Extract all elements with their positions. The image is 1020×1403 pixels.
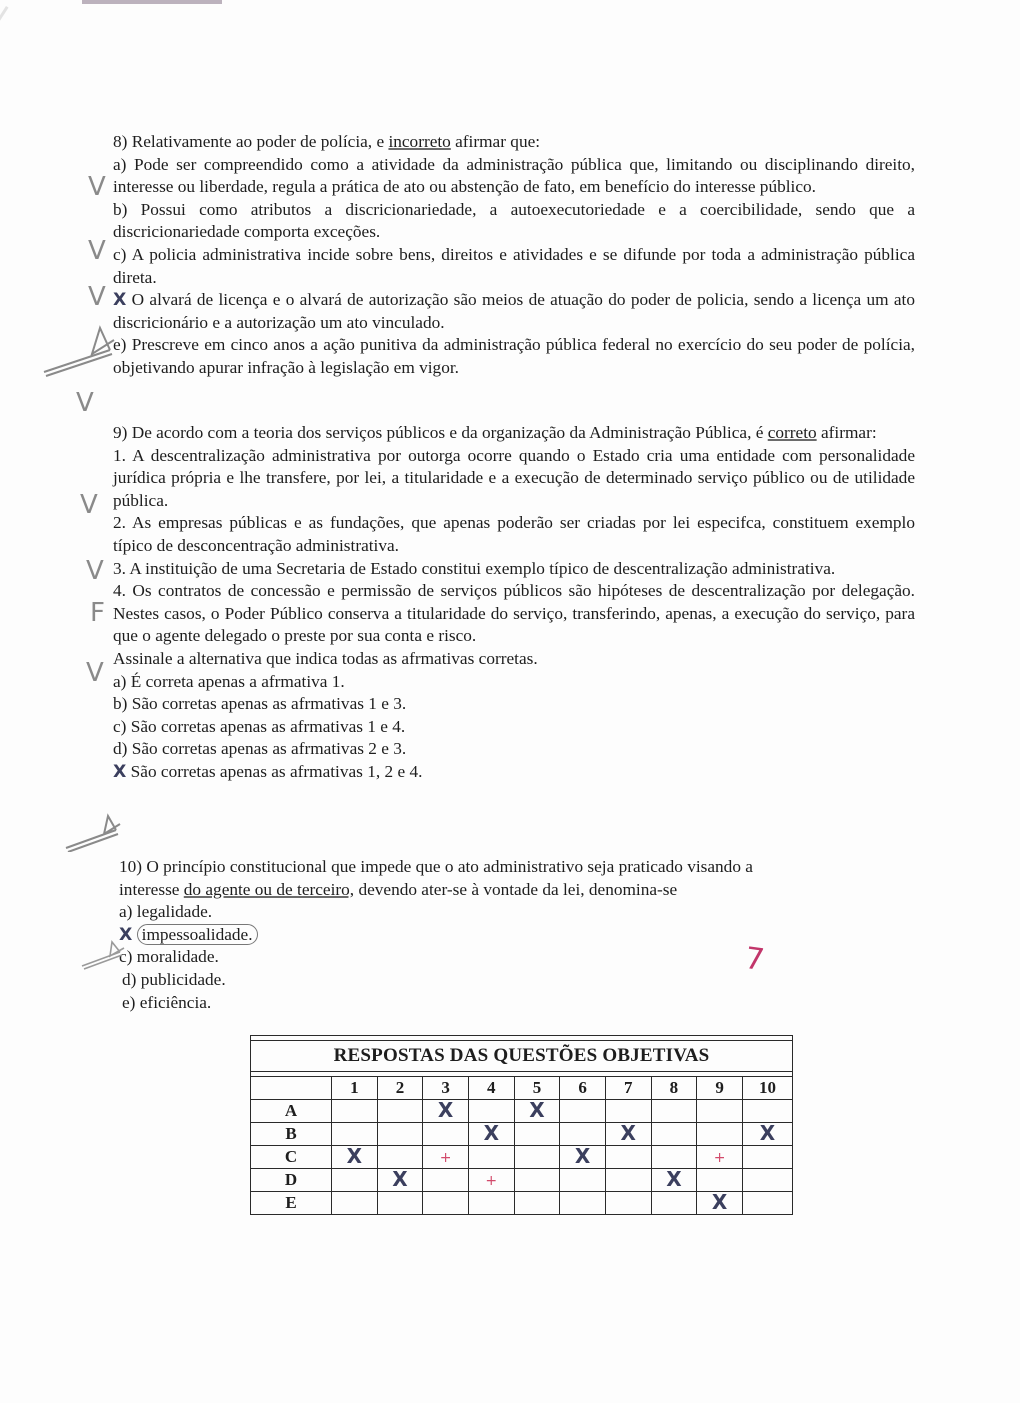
question-9-stem: 9) De acordo com a teoria dos serviços públicos e da organização da Administração Pública, é correto afirmar: bbox=[113, 423, 877, 442]
answer-cell-5-D[interactable] bbox=[514, 1169, 560, 1192]
option-9e-selected[interactable]: X São corretas apenas as afrmativas 1, 2 e 4. bbox=[113, 761, 423, 782]
grid-row-label: A bbox=[251, 1100, 332, 1123]
option-8c[interactable]: c) A policia administrativa incide sobre bens, direitos e atividades e se difunde por toda a administração pública direta. bbox=[113, 244, 915, 287]
grid-row bbox=[251, 1100, 793, 1123]
answer-cell-5-E[interactable] bbox=[514, 1192, 560, 1215]
answer-cell-7-C[interactable] bbox=[605, 1146, 651, 1169]
answer-cell-2-D[interactable] bbox=[377, 1166, 423, 1192]
true-mark: V bbox=[80, 490, 98, 520]
answer-cell-8-A[interactable] bbox=[651, 1100, 697, 1123]
page-fold bbox=[0, 6, 9, 88]
arrow-pointer-icon bbox=[80, 940, 130, 970]
scan-edge bbox=[82, 0, 222, 4]
answer-cell-3-C[interactable] bbox=[423, 1146, 469, 1169]
grid-row bbox=[251, 1169, 793, 1192]
cross-mark-icon: X bbox=[759, 1120, 776, 1145]
grid-row bbox=[251, 1192, 793, 1215]
option-9a[interactable]: a) É correta apenas a afrmativa 1. bbox=[113, 671, 345, 691]
check-mark-icon: V bbox=[76, 388, 94, 418]
cross-mark-icon: X bbox=[346, 1143, 363, 1168]
answer-cell-2-C[interactable] bbox=[377, 1146, 423, 1169]
grid-column-header: 2 bbox=[377, 1077, 423, 1100]
answer-cell-3-B[interactable] bbox=[423, 1123, 469, 1146]
arrow-pointer-icon bbox=[40, 320, 120, 380]
question-10-stem: 10) O princípio constitucional que impede que o ato administrativo seja praticado visando a interesse do agente ou de terceiro, devendo ater-se à vontade da lei, denomina-se bbox=[119, 857, 753, 899]
answer-cell-9-C[interactable] bbox=[697, 1146, 743, 1169]
statement-1: 1. A descentralização administrativa por outorga ocorre quando o Estado cria uma entidade com personalidade jurídica própria e lhe transfere, por lei, a titularidade e a execução de determinado serviço público ou de utilidade pública. bbox=[113, 445, 915, 510]
answer-cell-8-B[interactable] bbox=[651, 1123, 697, 1146]
answer-cell-8-C[interactable] bbox=[651, 1146, 697, 1169]
answer-cell-7-E[interactable] bbox=[605, 1192, 651, 1215]
answer-cell-6-D[interactable] bbox=[560, 1169, 606, 1192]
true-mark: V bbox=[86, 556, 104, 586]
answer-cell-4-B[interactable] bbox=[468, 1120, 514, 1146]
answer-cell-9-A[interactable] bbox=[697, 1100, 743, 1123]
grid-row-label: C bbox=[251, 1146, 332, 1169]
cross-mark-icon: X bbox=[437, 1097, 454, 1122]
option-10a[interactable]: a) legalidade. bbox=[119, 902, 213, 922]
correction-mark-icon: + bbox=[713, 1150, 726, 1166]
answer-cell-4-D[interactable] bbox=[468, 1169, 514, 1192]
answer-cell-1-D[interactable] bbox=[332, 1169, 378, 1192]
answer-cell-2-E[interactable] bbox=[377, 1192, 423, 1215]
answer-cell-6-E[interactable] bbox=[560, 1192, 606, 1215]
correction-mark-icon: + bbox=[439, 1150, 452, 1166]
cross-mark-icon: X bbox=[711, 1189, 728, 1214]
answer-cell-6-A[interactable] bbox=[560, 1100, 606, 1123]
answer-cell-1-C[interactable] bbox=[332, 1143, 378, 1169]
answer-cell-5-A[interactable] bbox=[514, 1097, 560, 1123]
option-10e[interactable]: e) eficiência. bbox=[122, 992, 212, 1012]
grid-corner bbox=[251, 1077, 332, 1100]
answer-cell-10-A[interactable] bbox=[742, 1100, 792, 1123]
option-9d[interactable]: d) São corretas apenas as afrmativas 2 e 3. bbox=[113, 739, 407, 759]
answer-cell-4-E[interactable] bbox=[468, 1192, 514, 1215]
check-mark-icon: V bbox=[88, 282, 106, 312]
answer-cell-9-B[interactable] bbox=[697, 1123, 743, 1146]
cross-mark-icon: X bbox=[119, 924, 133, 945]
answer-cell-2-A[interactable] bbox=[377, 1100, 423, 1123]
check-mark-icon: V bbox=[88, 172, 106, 202]
cross-mark-icon: X bbox=[392, 1166, 408, 1191]
answer-cell-7-D[interactable] bbox=[605, 1169, 651, 1192]
answer-cell-6-C[interactable] bbox=[560, 1143, 606, 1169]
answer-grid-title: RESPOSTAS DAS QUESTÕES OBJETIVAS bbox=[251, 1041, 793, 1072]
grid-column-header: 8 bbox=[651, 1077, 697, 1100]
cross-mark-icon: X bbox=[483, 1120, 499, 1145]
grid-row bbox=[251, 1146, 793, 1169]
grid-row-label: D bbox=[251, 1169, 332, 1192]
grid-column-header: 9 bbox=[697, 1077, 743, 1100]
statement-4: 4. Os contratos de concessão e permissão de serviços públicos são hipóteses de descentralização por delegação. Nestes casos, o Poder Público conserva a titularidade do serviço, transferindo, apenas, a execução do serviço, para que o agente delegado o preste por sua conta e risco. bbox=[113, 581, 915, 646]
grid-column-header: 5 bbox=[514, 1077, 560, 1100]
answer-cell-2-B[interactable] bbox=[377, 1123, 423, 1146]
cross-mark-icon: X bbox=[620, 1120, 636, 1145]
answer-cell-10-D[interactable] bbox=[742, 1169, 792, 1192]
answer-cell-8-E[interactable] bbox=[651, 1192, 697, 1215]
question-8 bbox=[113, 131, 915, 380]
answer-cell-7-B[interactable] bbox=[605, 1120, 651, 1146]
option-8d-selected[interactable]: X O alvará de licença e o alvará de autorização são meios de atuação do poder de policia, sendo a licença um ato discricionário e a autorização um ato vinculado. bbox=[113, 290, 915, 332]
cross-mark-icon: X bbox=[113, 761, 127, 782]
answer-cell-3-D[interactable] bbox=[423, 1169, 469, 1192]
grid-column-header: 10 bbox=[742, 1077, 792, 1100]
option-8a[interactable]: a) Pode ser compreendido como a atividade da administração pública que, limitando ou disciplinando direito, interesse ou liberdade, regula a prática de ato ou abstenção de fato, em benefício do interesse público. bbox=[113, 154, 915, 197]
grid-column-header: 7 bbox=[605, 1077, 651, 1100]
option-9c[interactable]: c) São corretas apenas as afrmativas 1 e 4. bbox=[113, 716, 406, 736]
false-mark: F bbox=[90, 598, 105, 628]
answer-cell-4-C[interactable] bbox=[468, 1146, 514, 1169]
question-9 bbox=[113, 422, 915, 784]
correction-mark-icon: + bbox=[485, 1173, 498, 1189]
statement-3: 3. A instituição de uma Secretaria de Estado constitui exemplo típico de descentralização administrativa. bbox=[113, 558, 836, 578]
answer-cell-5-B[interactable] bbox=[514, 1123, 560, 1146]
answer-cell-3-A[interactable] bbox=[423, 1097, 469, 1123]
score-mark: 7 bbox=[742, 940, 767, 979]
answer-cell-1-A[interactable] bbox=[332, 1100, 378, 1123]
option-10b-selected[interactable]: X impessoalidade. bbox=[119, 924, 919, 947]
answer-cell-3-E[interactable] bbox=[423, 1192, 469, 1215]
answer-cell-9-D[interactable] bbox=[697, 1169, 743, 1192]
cross-mark-icon: X bbox=[574, 1143, 591, 1168]
question-8-stem: 8) Relativamente ao poder de polícia, e incorreto afirmar que: bbox=[113, 132, 541, 151]
answer-cell-9-E[interactable] bbox=[697, 1189, 743, 1215]
answer-cell-10-C[interactable] bbox=[742, 1146, 792, 1169]
option-8e[interactable]: e) Prescreve em cinco anos a ação punitiva da administração pública federal no exercício do seu poder de polícia, objetivando apurar infração à legislação em vigor. bbox=[113, 335, 915, 377]
grid-row-label: E bbox=[251, 1192, 332, 1215]
cross-mark-icon: X bbox=[529, 1097, 545, 1122]
check-mark-icon: V bbox=[88, 236, 106, 266]
grid-row-label: B bbox=[251, 1123, 332, 1146]
option-10c[interactable]: c) moralidade. bbox=[119, 947, 219, 967]
question-10 bbox=[119, 856, 919, 1014]
answer-grid bbox=[250, 1035, 793, 1215]
option-10d[interactable]: d) publicidade. bbox=[122, 969, 226, 989]
statement-2: 2. As empresas públicas e as fundações, que apenas poderão ser criadas por lei especifca, constituem exemplo típico de desconcentração administrativa. bbox=[113, 513, 915, 555]
answer-cell-1-E[interactable] bbox=[332, 1192, 378, 1215]
option-8b[interactable]: b) Possui como atributos a discricionariedade, a autoexecutoriedade e a coercibilidade, sendo que a discricionariedade comporta exceções. bbox=[113, 199, 915, 242]
cross-mark-icon: X bbox=[113, 290, 127, 311]
grid-column-header: 1 bbox=[332, 1077, 378, 1100]
true-mark: V bbox=[86, 658, 104, 688]
grid-column-header: 4 bbox=[468, 1077, 514, 1100]
grid-column-header: 6 bbox=[560, 1077, 606, 1100]
answer-cell-4-A[interactable] bbox=[468, 1100, 514, 1123]
answer-cell-10-B[interactable] bbox=[742, 1120, 792, 1146]
answer-cell-1-B[interactable] bbox=[332, 1123, 378, 1146]
question-9-instruction: Assinale a alternativa que indica todas as afrmativas corretas. bbox=[113, 648, 538, 668]
grid-column-header: 3 bbox=[423, 1077, 469, 1100]
answer-cell-6-B[interactable] bbox=[560, 1123, 606, 1146]
answer-cell-5-C[interactable] bbox=[514, 1146, 560, 1169]
arrow-pointer-icon bbox=[64, 812, 124, 852]
grid-row bbox=[251, 1123, 793, 1146]
answer-cell-10-E[interactable] bbox=[742, 1192, 792, 1215]
option-9b[interactable]: b) São corretas apenas as afrmativas 1 e 3. bbox=[113, 694, 407, 714]
answer-cell-8-D[interactable] bbox=[651, 1166, 697, 1192]
answer-cell-7-A[interactable] bbox=[605, 1100, 651, 1123]
cross-mark-icon: X bbox=[666, 1166, 682, 1191]
